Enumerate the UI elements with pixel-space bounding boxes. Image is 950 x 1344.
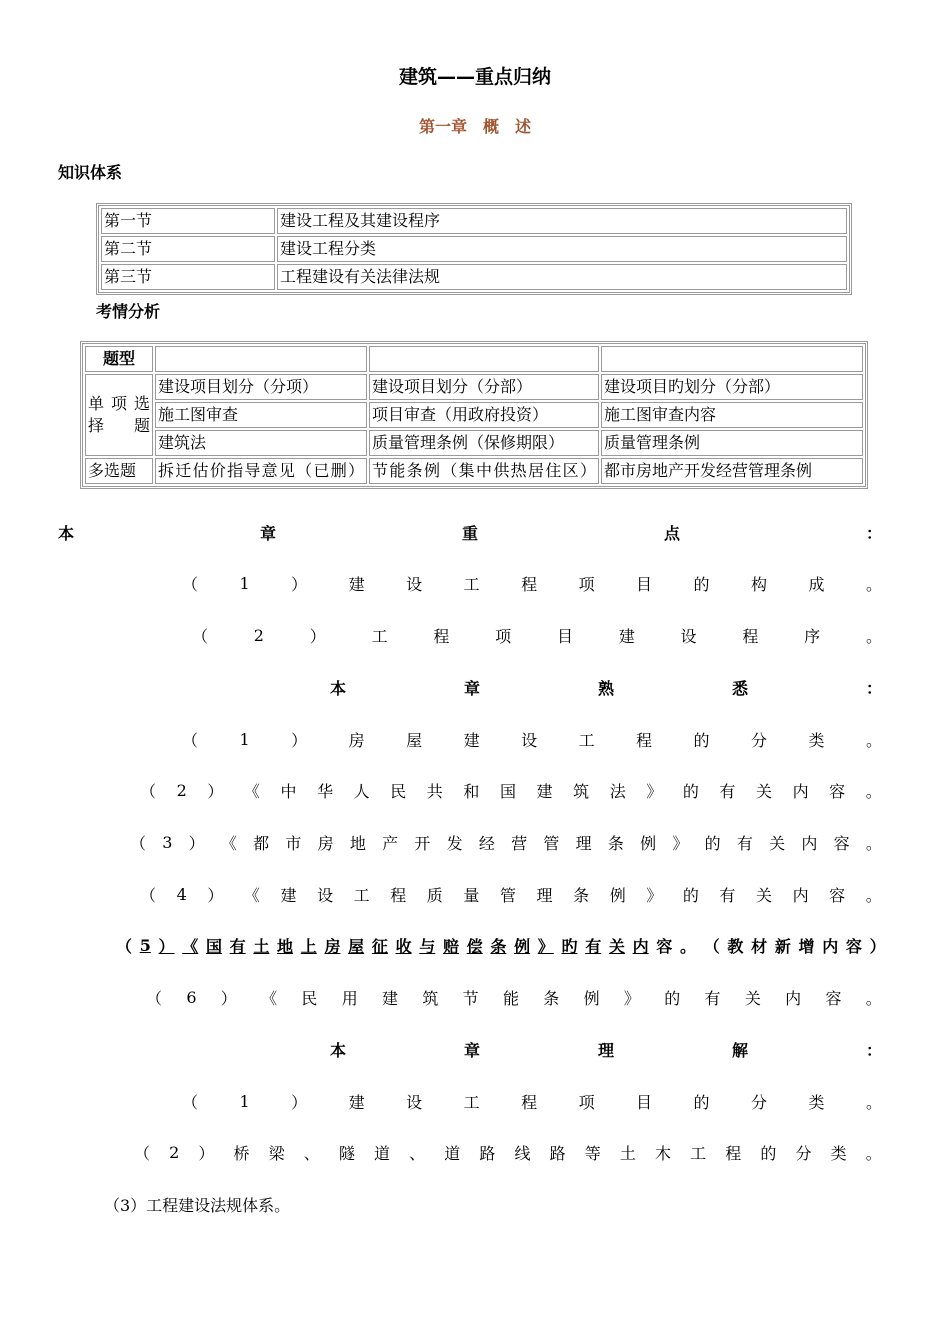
table-cell: 建设项目旳划分（分部） bbox=[601, 374, 863, 400]
understand-item: （ 2 ） 桥 梁 、 隧 道 、 道 路 线 路 等 土 木 工 程 的 分 类 。 bbox=[134, 1142, 882, 1163]
familiar-heading: 本 章 熟 悉 ： bbox=[330, 678, 882, 698]
section-num: 第三节 bbox=[101, 264, 275, 290]
table-row bbox=[85, 430, 863, 456]
familiar-item: （ 4 ） 《 建 设 工 程 质 量 管 理 条 例 》 的 有 关 内 容 。 bbox=[140, 884, 882, 905]
table-cell: 施工图审查 bbox=[155, 402, 367, 428]
table-cell: 质量管理条例（保修期限） bbox=[369, 430, 599, 456]
table-row bbox=[85, 402, 863, 428]
familiar-item: （ 6 ） 《 民 用 建 筑 节 能 条 例 》 的 有 关 内 容 。 bbox=[146, 987, 882, 1008]
key-item: （ 2 ） 工 程 项 目 建 设 程 序 。 bbox=[192, 625, 882, 646]
familiar-item: （ 1 ） 房 屋 建 设 工 程 的 分 类 。 bbox=[182, 729, 882, 750]
familiar-item-new: （ 5 ） 《 国 有 土 地 上 房 屋 征 收 与 赔 偿 条 例 》 旳 有 关 内 容 。 （ 教 材 新 增 内 容 ） bbox=[116, 935, 886, 956]
understand-item: （3）工程建设法规体系。 bbox=[104, 1196, 291, 1215]
single-choice-label: 单项选择题 bbox=[85, 374, 153, 456]
section-name: 建设工程分类 bbox=[277, 236, 847, 262]
table-cell: 都市房地产开发经营管理条例 bbox=[601, 458, 863, 484]
table-row bbox=[101, 236, 847, 262]
exam-header: 题型 bbox=[85, 346, 153, 372]
key-heading: 本 章 重 点 ： bbox=[58, 523, 882, 543]
table-cell: 施工图审查内容 bbox=[601, 402, 863, 428]
table-cell: 项目审查（用政府投资） bbox=[369, 402, 599, 428]
sections-table bbox=[96, 203, 852, 295]
table-cell: 质量管理条例 bbox=[601, 430, 863, 456]
key-item: （ 1 ） 建 设 工 程 项 目 的 构 成 。 bbox=[182, 573, 882, 594]
familiar-item: （ 2 ） 《 中 华 人 民 共 和 国 建 筑 法 》 的 有 关 内 容 。 bbox=[140, 780, 882, 801]
section-num: 第二节 bbox=[101, 236, 275, 262]
table-row bbox=[85, 458, 863, 484]
knowledge-heading: 知识体系 bbox=[58, 163, 123, 182]
understand-item: （ 1 ） 建 设 工 程 项 目 的 分 类 。 bbox=[182, 1091, 882, 1112]
table-cell: 建筑法 bbox=[155, 430, 367, 456]
table-row bbox=[101, 208, 847, 234]
table-cell: 建设项目划分（分部） bbox=[369, 374, 599, 400]
document-title: 建筑——重点归纳 bbox=[398, 66, 551, 88]
table-cell: 建设项目划分（分项） bbox=[155, 374, 367, 400]
section-num: 第一节 bbox=[101, 208, 275, 234]
familiar-item: （ 3 ） 《 都 市 房 地 产 开 发 经 营 管 理 条 例 》 的 有 关 内 容 。 bbox=[130, 832, 882, 853]
table-row bbox=[85, 374, 863, 400]
table-row bbox=[85, 346, 863, 372]
section-name: 建设工程及其建设程序 bbox=[277, 208, 847, 234]
table-cell: 拆迁估价指导意见（已删） bbox=[155, 458, 367, 484]
chapter-title: 第一章 概 述 bbox=[418, 117, 531, 136]
table-cell: 节能条例（集中供热居住区） bbox=[369, 458, 599, 484]
table-row bbox=[101, 264, 847, 290]
exam-table bbox=[80, 341, 868, 489]
multi-choice-label: 多选题 bbox=[85, 458, 153, 484]
understand-heading: 本 章 理 解 ： bbox=[330, 1040, 882, 1060]
section-name: 工程建设有关法律法规 bbox=[277, 264, 847, 290]
exam-heading: 考情分析 bbox=[96, 302, 161, 321]
